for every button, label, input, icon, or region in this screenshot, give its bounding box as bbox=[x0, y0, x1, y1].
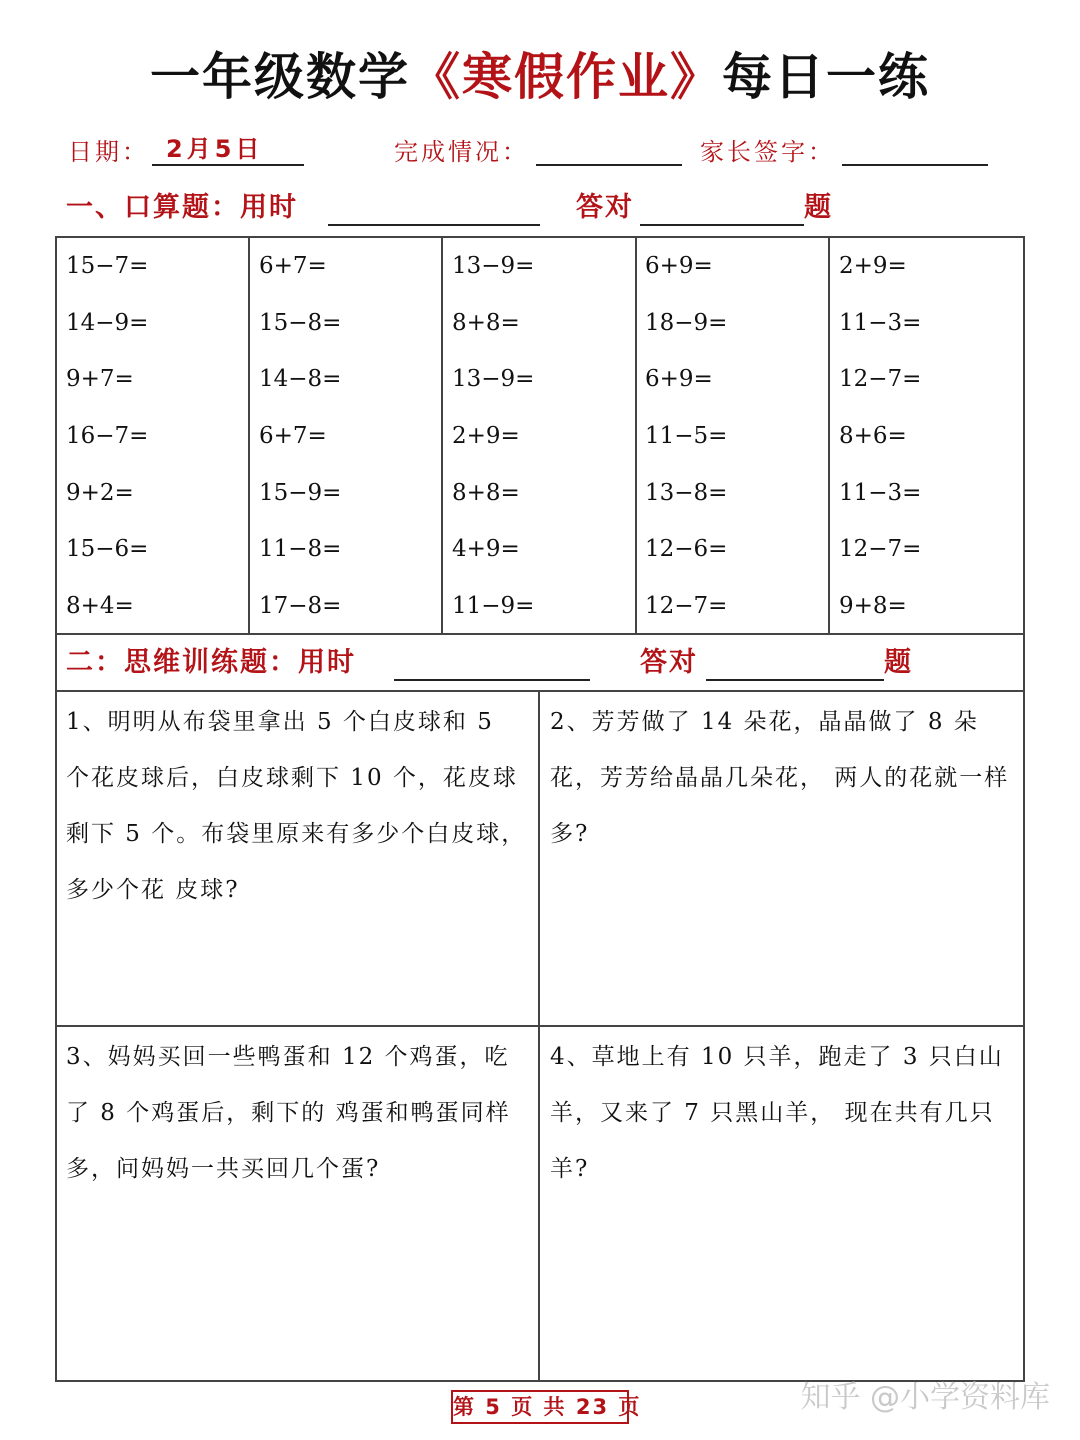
arithmetic-item: 15−9= bbox=[259, 479, 342, 506]
section2-time-field[interactable] bbox=[394, 643, 590, 681]
arithmetic-item: 9+2= bbox=[66, 479, 134, 506]
arithmetic-item: 14−9= bbox=[66, 309, 149, 336]
arithmetic-item: 8+4= bbox=[66, 593, 134, 620]
title-prefix: 一年级数学 bbox=[150, 48, 410, 106]
word-problem-2: 2、芳芳做了 14 朵花，晶晶做了 8 朵花，芳芳给晶晶几朵花， 两人的花就一样多? bbox=[550, 709, 1010, 847]
section1-unit: 题 bbox=[804, 192, 833, 223]
arithmetic-item: 15−6= bbox=[66, 536, 149, 563]
title-suffix: 每日一练 bbox=[722, 48, 930, 106]
date-label: 日期： bbox=[68, 138, 149, 166]
arithmetic-item: 13−9= bbox=[452, 366, 535, 393]
arithmetic-item: 11−9= bbox=[452, 593, 535, 620]
arithmetic-item: 13−9= bbox=[452, 253, 535, 279]
arithmetic-item: 16−7= bbox=[66, 423, 149, 450]
section2-correct-label: 答对 bbox=[640, 647, 698, 678]
section-divider bbox=[55, 690, 1025, 692]
section2-correct-field[interactable] bbox=[706, 643, 884, 681]
arithmetic-item: 2+9= bbox=[839, 253, 907, 279]
arithmetic-item: 14−8= bbox=[259, 366, 342, 393]
row-divider bbox=[55, 1025, 1025, 1027]
section1-correct-label: 答对 bbox=[576, 192, 634, 223]
arithmetic-item: 9+7= bbox=[66, 366, 134, 393]
arithmetic-item: 6+7= bbox=[259, 253, 327, 279]
parent-signature-label: 家长签字： bbox=[700, 138, 835, 166]
arithmetic-column-3 bbox=[452, 244, 637, 641]
section2-unit: 题 bbox=[884, 647, 913, 678]
arithmetic-item: 12−6= bbox=[645, 536, 728, 563]
section1-heading: 一、口算题：用时 bbox=[66, 192, 298, 223]
arithmetic-item: 6+9= bbox=[645, 253, 713, 279]
arithmetic-item: 2+9= bbox=[452, 423, 520, 450]
arithmetic-item: 9+8= bbox=[839, 593, 907, 620]
arithmetic-item: 18−9= bbox=[645, 309, 728, 336]
completion-field[interactable] bbox=[536, 130, 682, 166]
page-title bbox=[0, 42, 1080, 112]
section2-heading: 二：思维训练题：用时 bbox=[66, 647, 356, 678]
watermark: 知乎 @小学资料库 bbox=[800, 1380, 1050, 1415]
arithmetic-column-5 bbox=[839, 244, 1024, 641]
arithmetic-item: 17−8= bbox=[259, 593, 342, 620]
arithmetic-item: 11−5= bbox=[645, 423, 728, 450]
arithmetic-column-2 bbox=[259, 244, 444, 641]
arithmetic-item: 6+7= bbox=[259, 423, 327, 450]
arithmetic-item: 8+6= bbox=[839, 423, 907, 450]
arithmetic-item: 15−8= bbox=[259, 309, 342, 336]
section1-correct-field[interactable] bbox=[640, 188, 804, 226]
completion-label: 完成情况： bbox=[394, 138, 529, 166]
arithmetic-item: 8+8= bbox=[452, 479, 520, 506]
arithmetic-item: 12−7= bbox=[839, 536, 922, 563]
arithmetic-item: 12−7= bbox=[645, 593, 728, 620]
title-highlight: 《寒假作业》 bbox=[410, 48, 722, 106]
arithmetic-item: 8+8= bbox=[452, 309, 520, 336]
date-value: 2月5日 bbox=[152, 130, 304, 166]
page-indicator: 第 5 页 共 23 页 bbox=[451, 1390, 629, 1424]
arithmetic-column-4 bbox=[645, 244, 830, 641]
arithmetic-item: 12−7= bbox=[839, 366, 922, 393]
arithmetic-item: 11−3= bbox=[839, 479, 922, 506]
section-divider bbox=[55, 633, 1025, 635]
arithmetic-item: 15−7= bbox=[66, 253, 149, 279]
arithmetic-item: 13−8= bbox=[645, 479, 728, 506]
section1-time-field[interactable] bbox=[328, 188, 540, 226]
word-problem-3: 3、妈妈买回一些鸭蛋和 12 个鸡蛋，吃了 8 个鸡蛋后，剩下的 鸡蛋和鸭蛋同样多，问妈妈一共买回几个蛋? bbox=[66, 1044, 511, 1182]
word-problem-4: 4、草地上有 10 只羊，跑走了 3 只白山羊，又来了 7 只黑山羊， 现在共有几只羊? bbox=[550, 1044, 1004, 1182]
arithmetic-item: 11−3= bbox=[839, 309, 922, 336]
arithmetic-item: 4+9= bbox=[452, 536, 520, 563]
word-problem-1: 1、明明从布袋里拿出 5 个白皮球和 5 个花皮球后，白皮球剩下 10 个，花皮球剩下 5 个。布袋里原来有多少个白皮球，多少个花 皮球? bbox=[66, 709, 527, 903]
parent-signature-field[interactable] bbox=[842, 130, 988, 166]
arithmetic-item: 11−8= bbox=[259, 536, 342, 563]
arithmetic-column-1 bbox=[66, 244, 251, 641]
arithmetic-item: 6+9= bbox=[645, 366, 713, 393]
column-divider bbox=[538, 690, 540, 1382]
